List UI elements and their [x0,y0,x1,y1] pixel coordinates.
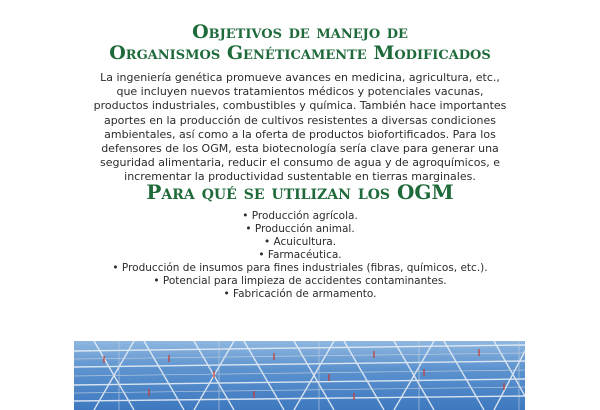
uses-title: Para qué se utilizan los OGM [146,180,454,204]
greenhouse-photo [74,341,525,410]
uses-list [0,210,600,301]
objectives-title-line2: Organismos Genéticamente Modificados [109,42,491,64]
uses-list-item: • Acuicultura. [263,236,337,248]
uses-list-item: • Producción de insumos para fines industriales (fibras, químicos, etc.). [112,262,488,274]
intro-paragraph: La ingeniería genética promueve avances en medicina, agricultura, etc., que incluyen nuevos tratamientos médicos y potenciales vacunas, productos industriales, combustibles y química. También hace importantes aportes en la producción de cultivos resistentes a diversas condiciones ambientales, así como a la oferta de productos biofortificados. Para los defensores de los OGM, esta biotecnología sería clave para generar una seguridad alimentaria, reducir el consumo de agua y de agroquímicos, e incrementar la productividad sustentable en tierras marginales. [93,71,507,184]
objectives-title [0,22,600,64]
uses-list-item: • Producción animal. [245,223,355,235]
uses-list-item: • Fabricación de armamento. [223,288,377,300]
objectives-title-line1: Objetivos de manejo de [192,21,408,43]
uses-list-item: • Potencial para limpieza de accidentes contaminantes. [153,275,447,287]
uses-list-item: • Farmacéutica. [258,249,342,261]
greenhouse-structure-graphic [74,341,525,410]
uses-list-item: • Producción agrícola. [242,210,358,222]
